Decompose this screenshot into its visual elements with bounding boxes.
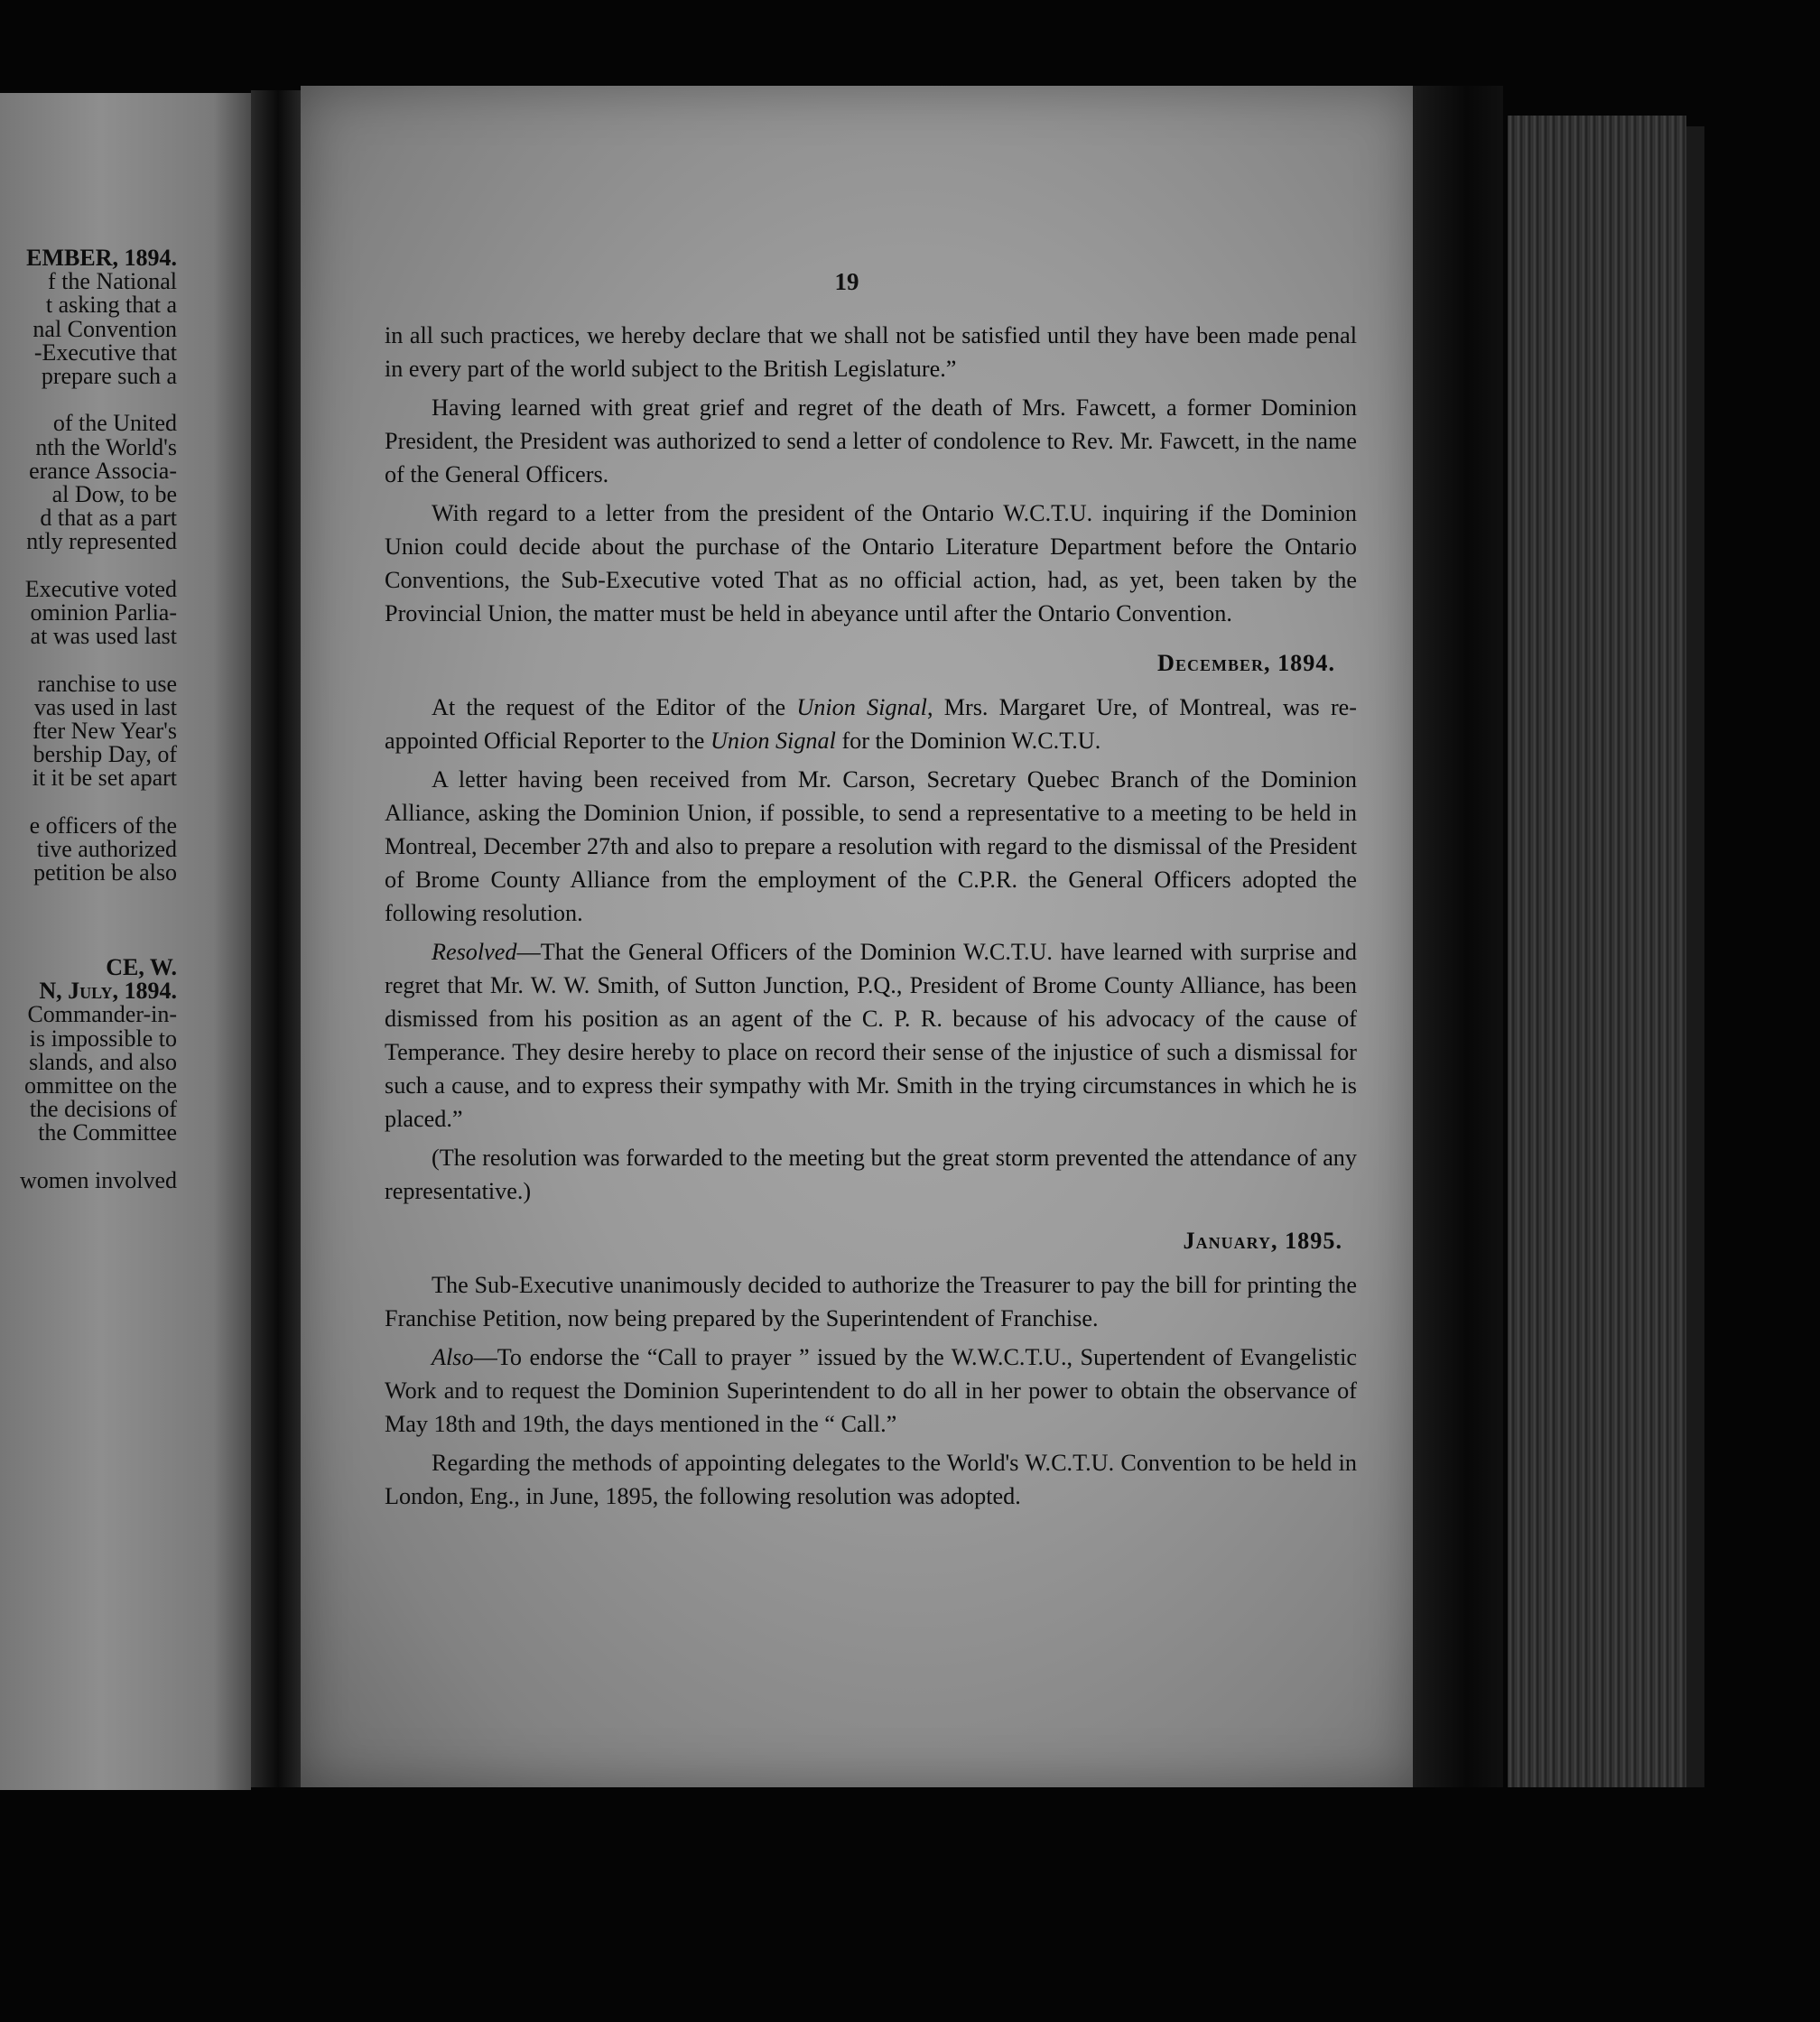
- left-page-line: t asking that a: [45, 292, 177, 319]
- left-page-line: nth the World's: [35, 433, 177, 460]
- paragraph-10: Regarding the methods of appointing delegates to the World's W.C.T.U. Convention to be held in London, Eng., in June, 1895, the following resolution was adopted.: [385, 1450, 1357, 1509]
- left-page-line: is impossible to: [29, 1025, 177, 1052]
- resolved-label: Resolved: [432, 939, 517, 965]
- left-page-line: petition be also: [33, 859, 177, 886]
- paragraph-7: (The resolution was forwarded to the meeting but the great storm prevented the attendance of any representative.): [385, 1145, 1357, 1204]
- left-page-line: bership Day, of: [32, 741, 177, 768]
- book-leaves: [1508, 116, 1686, 1787]
- left-page-line: ntly represented: [26, 528, 177, 555]
- union-signal-title: Union Signal: [796, 694, 927, 720]
- left-page-line: ommittee on the: [24, 1072, 177, 1099]
- left-page-line: prepare such a: [41, 363, 177, 389]
- left-page-line: N, July, 1894.: [39, 978, 177, 1005]
- union-signal-title: Union Signal: [710, 728, 836, 754]
- page-edge-shadow: [1413, 86, 1503, 1787]
- left-page-line: the Committee: [38, 1119, 177, 1146]
- left-page-line: it it be set apart: [32, 765, 177, 792]
- right-page: [301, 86, 1413, 1787]
- paragraph-2: Having learned with great grief and regret of the death of Mrs. Fawcett, a former Dominion President, the President was authorized to send a letter of condolence to Rev. Mr. Fawcett, in the name of the General Officers.: [385, 394, 1357, 487]
- left-page-line: slands, and also: [29, 1048, 177, 1075]
- left-facing-page: [0, 93, 251, 1790]
- left-page-line: of the United: [52, 410, 177, 437]
- also-label: Also: [432, 1344, 474, 1370]
- left-page-line: tive authorized: [36, 836, 177, 862]
- date-heading-december: December, 1894.: [1157, 650, 1335, 676]
- paragraph-9: Also—To endorse the “Call to prayer ” issued by the W.W.C.T.U., Supertendent of Evangelistic Work and to request the Dominion Superintendent to do all in her power to obtain the observance of May 18th and 19th, the days mentioned in the “ Call.”: [385, 1344, 1357, 1437]
- left-page-line: -Executive that: [33, 339, 177, 366]
- left-page-line: vas used in last: [33, 693, 177, 720]
- left-page-line: erance Associa-: [29, 457, 177, 484]
- left-page-line: nal Convention: [32, 315, 177, 342]
- left-page-line: Executive voted: [24, 575, 177, 602]
- page-text: [385, 319, 1357, 1518]
- book-leaves-shadow: [1686, 126, 1704, 1787]
- left-page-line: women involved: [19, 1166, 177, 1193]
- paragraph-3: With regard to a letter from the president of the Ontario W.C.T.U. inquiring if the Dominion Union could decide about the purchase of the Ontario Literature Department before the Ontario Conventions, the Sub-Executive voted That as no official action, had, as yet, been taken by the Provincial Union, the matter must be held in abeyance until after the Ontario Convention.: [385, 500, 1357, 626]
- left-page-line: f the National: [48, 268, 177, 295]
- paragraph-5: A letter having been received from Mr. Carson, Secretary Quebec Branch of the Dominion Alliance, asking the Dominion Union, if possible, to send a representative to a meeting to be held in Montreal, December 27th and also to prepare a resolution with regard to the dismissal of the President of Brome County Alliance from the employment of the C.P.R. the General Officers adopted the following resolution.: [385, 766, 1357, 926]
- left-page-line: ЕМВЕR, 1894.: [26, 245, 177, 271]
- left-page-line: fter New Year's: [32, 718, 177, 744]
- left-page-line: al Dow, to be: [51, 481, 177, 507]
- left-page-line: e officers of the: [29, 812, 177, 839]
- paragraph-4: At the request of the Editor of the Union Signal, Mrs. Margaret Ure, of Montreal, was re-appointed Official Reporter to the Union Signal for the Dominion W.C.T.U.: [385, 694, 1358, 754]
- book-gutter: [251, 90, 305, 1787]
- paragraph-1: in all such practices, we hereby declare that we shall not be satisfied until they have been made penal in every part of the world subject to the British Legislature.”: [385, 322, 1357, 382]
- left-page-line: Commander-in-: [27, 1001, 177, 1028]
- page-number: 19: [834, 268, 859, 295]
- paragraph-6: Resolved—That the General Officers of the Dominion W.C.T.U. have learned with surprise and regret that Mr. W. W. Smith, of Sutton Junction, P.Q., President of Brome County Alliance, has been dismissed from his position as an agent of the C. P. R. because of his advocacy of the cause of Temperance. They desire hereby to place on record their sense of the injustice of such a dismissal for such a cause, and to express their sympathy with Mr. Smith in the trying circumstances in which he is placed.”: [385, 939, 1357, 1132]
- paragraph-8: The Sub-Executive unanimously decided to authorize the Treasurer to pay the bill for printing the Franchise Petition, now being prepared by the Superintendent of Franchise.: [385, 1272, 1357, 1331]
- left-page-line: CE, W.: [106, 954, 177, 980]
- left-page-line: d that as a part: [40, 505, 177, 532]
- left-page-line: ominion Parlia-: [30, 599, 177, 626]
- left-page-line: ranchise to use: [37, 670, 177, 697]
- left-page-line: the decisions of: [29, 1096, 177, 1123]
- date-heading-january: January, 1895.: [1183, 1228, 1342, 1254]
- left-page-line: at was used last: [30, 623, 177, 650]
